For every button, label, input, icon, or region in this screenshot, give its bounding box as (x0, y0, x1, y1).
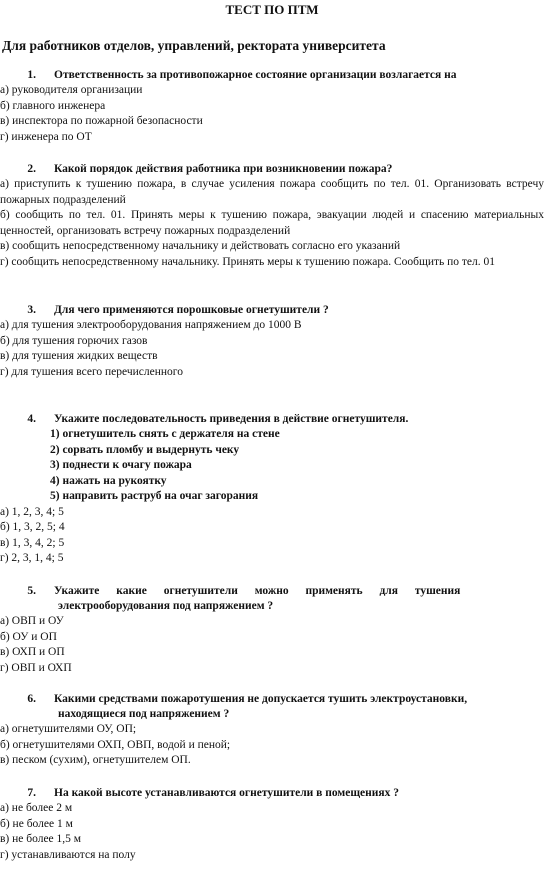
answer-option[interactable]: б) сообщить по тел. 01. Принять меры к тушению пожара, эвакуации людей и спасению материальных ценностей, организовать встречу пожарных подразделений (0, 209, 544, 237)
question-text: Укажите какие огнетушители можно применять для тушения (54, 585, 461, 597)
question-number: 6. (27, 693, 36, 705)
question-heading (0, 786, 544, 801)
answer-option[interactable]: б) огнетушителями ОХП, ОВП, водой и пеной; (0, 738, 231, 751)
document-title: ТЕСТ ПО ПТМ (225, 2, 319, 17)
question-text: Какими средствами пожаротушения не допускается тушить электроустановки, (54, 693, 468, 705)
answer-option[interactable]: а) для тушения электрооборудования напряжением до 1000 В (0, 319, 302, 331)
question-text: Ответственность за противопожарное состояние организации возлагается на (54, 69, 457, 81)
step-item: 3) поднести к очагу пожара (50, 459, 192, 471)
question-heading (0, 162, 544, 177)
answer-option[interactable]: г) для тушения всего перечисленного (0, 365, 183, 378)
answer-option[interactable]: а) 1, 2, 3, 4; 5 (0, 505, 64, 518)
answer-option[interactable]: б) ОУ и ОП (0, 630, 57, 643)
answer-option[interactable]: а) не более 2 м (0, 802, 73, 814)
answer-option[interactable]: г) инженера по ОТ (0, 130, 92, 143)
answer-option[interactable]: г) сообщить непосредственному начальнику. Принять меры к тушению пожара. Сообщить по тел. 01 (0, 255, 496, 268)
question-4 (0, 412, 544, 567)
question-7 (0, 786, 544, 863)
document-subtitle: Для работников отделов, управлений, ректората университета (2, 38, 386, 53)
step-item: 5) направить раструб на очаг загорания (50, 490, 259, 502)
question-number: 4. (27, 413, 36, 425)
answer-option[interactable]: в) песком (сухим), огнетушителем ОП. (0, 754, 191, 766)
question-number: 2. (27, 163, 36, 175)
answer-option[interactable]: б) не более 1 м (0, 817, 73, 830)
answer-option[interactable]: г) ОВП и ОХП (0, 661, 72, 674)
question-6 (0, 692, 544, 769)
step-item: 2) сорвать пломбу и выдернуть чеку (50, 443, 240, 456)
step-item: 4) нажать на рукоятку (50, 474, 167, 487)
answer-option[interactable]: в) ОХП и ОП (0, 646, 65, 658)
step-item: 1) огнетушитель снять с держателя на стене (50, 428, 280, 440)
answer-option[interactable]: б) главного инженера (0, 99, 106, 112)
question-heading (0, 412, 544, 427)
question-5 (0, 584, 544, 676)
question-number: 7. (27, 787, 36, 799)
question-heading (0, 584, 544, 599)
answer-option[interactable]: в) для тушения жидких веществ (0, 350, 158, 362)
step-list (0, 427, 544, 505)
question-text-continuation: электрооборудования под напряжением ? (58, 600, 274, 612)
question-text-continuation: находящиеся под напряжением ? (58, 708, 230, 720)
answer-option[interactable]: г) 2, 3, 1, 4; 5 (0, 552, 64, 564)
question-number: 1. (27, 69, 36, 81)
answer-option[interactable]: в) 1, 3, 4, 2; 5 (0, 536, 65, 549)
answer-option[interactable]: г) устанавливаются на полу (0, 848, 136, 861)
answer-option[interactable]: а) ОВП и ОУ (0, 615, 64, 627)
answer-option[interactable]: в) инспектора по пожарной безопасности (0, 115, 203, 127)
answer-option[interactable]: б) для тушения горючих газов (0, 334, 148, 347)
question-2 (0, 162, 544, 270)
question-text: Какой порядок действия работника при возникновении пожара? (54, 163, 393, 175)
answer-option[interactable]: б) 1, 3, 2, 5; 4 (0, 521, 65, 533)
question-text: Укажите последовательность приведения в действие огнетушителя. (54, 413, 409, 425)
question-text: На какой высоте устанавливаются огнетушители в помещениях ? (54, 787, 399, 799)
question-heading (0, 303, 544, 318)
answer-option[interactable]: в) сообщить непосредственному начальнику и действовать согласно его указаний (0, 240, 401, 252)
question-number: 3. (27, 304, 36, 316)
question-3 (0, 303, 544, 380)
answer-option[interactable]: а) приступить к тушению пожара, в случае усиления пожара сообщить по тел. 01. Организовать встречу пожарных подразделений (0, 178, 544, 206)
question-number: 5. (27, 585, 36, 597)
answer-option[interactable]: а) руководителя организации (0, 84, 143, 96)
question-heading (0, 68, 544, 83)
answer-option[interactable]: а) огнетушителями ОУ, ОП; (0, 723, 137, 735)
question-1 (0, 68, 544, 145)
answer-option[interactable]: в) не более 1,5 м (0, 833, 82, 845)
question-heading (0, 692, 544, 707)
question-text: Для чего применяются порошковые огнетушители ? (54, 304, 329, 316)
